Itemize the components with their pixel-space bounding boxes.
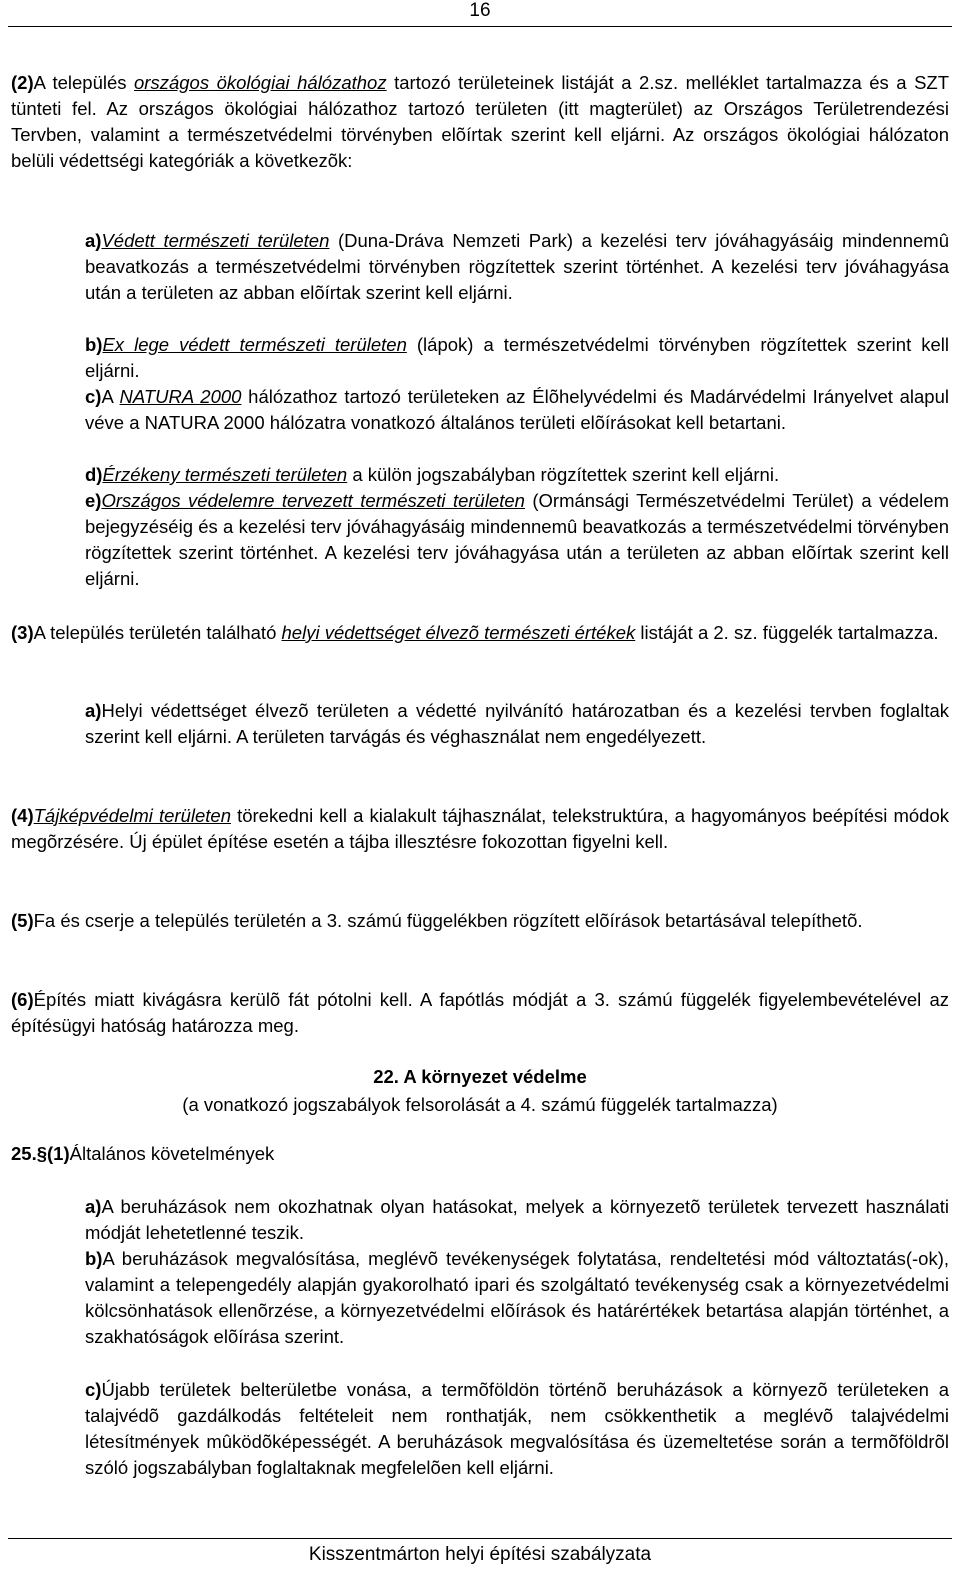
paragraph-text: tartozó területeinek listáját a 2.sz. melléklet tartalmazza és a SZT tünteti fel. Az országos ökológiai hálózathoz tartozó területen (itt magterület) az Országos Területrendezési Tervben, valamint a természetvédelmi törvényben elõírtak szerint kell eljárni. Az országos ökológiai hálózaton belüli védettségi kategóriák a következõk: [11, 72, 950, 171]
article-25 [11, 1141, 949, 1167]
local-values-link[interactable]: helyi védettséget élvezõ természeti értékek [281, 622, 636, 643]
natura-2000-link[interactable]: NATURA 2000 [119, 386, 242, 407]
paragraph-4 [11, 803, 949, 855]
item-25b [85, 1246, 949, 1350]
item-label: a) [85, 230, 102, 251]
item-text: A [101, 386, 120, 407]
item-text: A beruházások nem okozhatnak olyan hatásokat, melyek a környezetõ területek tervezett használati módját lehetetlenné teszik. [85, 1196, 949, 1243]
item-3a [85, 698, 949, 750]
item-label: a) [85, 700, 102, 721]
item-label: c) [85, 1379, 102, 1400]
page-footer: Kisszentmárton helyi építési szabályzata [308, 1544, 652, 1565]
paragraph-2 [11, 70, 949, 174]
item-text: (Duna-Dráva Nemzeti Park) a kezelési terv jóváhagyásáig mindennemû beavatkozás a természetvédelmi törvényben rögzítettek szerint történhet. A kezelési terv jóváhagyása után a területen az abban elõírtak szerint kell eljárni. [85, 230, 950, 303]
paragraph-text: törekedni kell a kialakult tájhasználat, telekstruktúra, a hagyományos beépítési módok megõrzésére. Új épület építése esetén a tájba illesztésre fokozottan figyelni kell. [11, 805, 949, 852]
sensitive-area-link[interactable]: Érzékeny természeti területen [102, 464, 348, 485]
landscape-protection-link[interactable]: Tájképvédelmi területen [33, 805, 231, 826]
item-text: A beruházások megvalósítása, meglévõ tevékenységek folytatása, rendeltetési mód változtatás(-ok), valamint a telepengedély alapján gyakorolható ipari és szolgáltató tevékenység csak a környezetvédelmi kölcsönhatások ellenõrzése, a környezetvédelmi elõírások és határértékek betartása alapján történhet, a szakhatóságok elõírása szerint. [85, 1248, 949, 1347]
paragraph-text: Fa és cserje a település területén a 3. számú függelékben rögzített elõírások betartásával telepíthetõ. [33, 910, 863, 931]
paragraph-text: A település területén található [33, 622, 282, 643]
page-number: 16 [469, 0, 491, 21]
item-text: Újabb területek belterületbe vonása, a termõföldön történõ beruházások a környezõ területeken a talajvédõ gazdálkodás feltételeit nem ronthatják, nem csökkenthetik a meglévõ talajvédelmi létesítmények mûködõképességét. A beruházások megvalósítása és üzemeltetése során a termõföldrõl szóló jogszabályban foglaltaknak megfelelõen kell eljárni. [85, 1379, 949, 1478]
item-text: (Ormánsági Természetvédelmi Terület) a védelem bejegyzéséig és a kezelési terv jóváhagyásáig mindennemû beavatkozás a természetvédelmi törvényben rögzítettek szerint történhet. A kezelési terv jóváhagyása után a területen az abban elõírtak szerint kell eljárni. [85, 490, 949, 589]
paragraph-text: listáját a 2. sz. függelék tartalmazza. [635, 622, 939, 643]
item-2b [85, 332, 949, 384]
item-25c [85, 1377, 949, 1481]
paragraph-number: (5) [11, 910, 34, 931]
paragraph-text: A település [33, 72, 135, 93]
article-subsection: (1) [47, 1143, 70, 1164]
item-text: Helyi védettséget élvezõ területen a védetté nyilvánító határozatban és a kezelési tervben foglaltak szerint kell eljárni. A területen tarvágás és véghasználat nem engedélyezett. [85, 700, 949, 747]
item-label: e) [85, 490, 102, 511]
header-rule [8, 26, 952, 27]
paragraph-number: (3) [11, 622, 34, 643]
item-label: b) [85, 1248, 103, 1269]
item-2d [85, 462, 949, 488]
paragraph-number: (4) [11, 805, 34, 826]
paragraph-number: (6) [11, 989, 34, 1010]
ex-lege-link[interactable]: Ex lege védett természeti területen [102, 334, 407, 355]
item-text: a külön jogszabályban rögzítettek szerint kell eljárni. [347, 464, 780, 485]
paragraph-5 [11, 908, 949, 934]
ecological-network-link[interactable]: országos ökológiai hálózathoz [134, 72, 387, 93]
section-title: 22. A környezet védelme [373, 1066, 587, 1087]
footer-rule [8, 1538, 952, 1539]
item-25a [85, 1194, 949, 1246]
item-2c [85, 384, 949, 436]
item-label: d) [85, 464, 103, 485]
item-label: a) [85, 1196, 102, 1217]
paragraph-3 [11, 620, 949, 646]
section-subtitle: (a vonatkozó jogszabályok felsorolását a 4. számú függelék tartalmazza) [182, 1094, 778, 1115]
item-2e [85, 488, 949, 592]
paragraph-6 [11, 987, 949, 1039]
protected-area-link[interactable]: Védett természeti területen [101, 230, 330, 251]
article-number: 25.§ [11, 1143, 48, 1164]
item-text: hálózathoz tartozó területeken az Élõhelyvédelmi és Madárvédelmi Irányelvet alapul véve a NATURA 2000 hálózatra vonatkozó általános területi elõírásokat kell betartani. [85, 386, 949, 433]
paragraph-number: (2) [11, 72, 34, 93]
planned-protection-link[interactable]: Országos védelemre tervezett természeti területen [101, 490, 525, 511]
item-text: (lápok) a természetvédelmi törvényben rögzítettek szerint kell eljárni. [85, 334, 949, 381]
paragraph-text: Építés miatt kivágásra kerülõ fát pótolni kell. A fapótlás módját a 3. számú függelék figyelembevételével az építésügyi hatóság határozza meg. [11, 989, 949, 1036]
item-label: b) [85, 334, 103, 355]
item-2a [85, 228, 949, 306]
item-label: c) [85, 386, 102, 407]
article-title: Általános követelmények [69, 1143, 275, 1164]
